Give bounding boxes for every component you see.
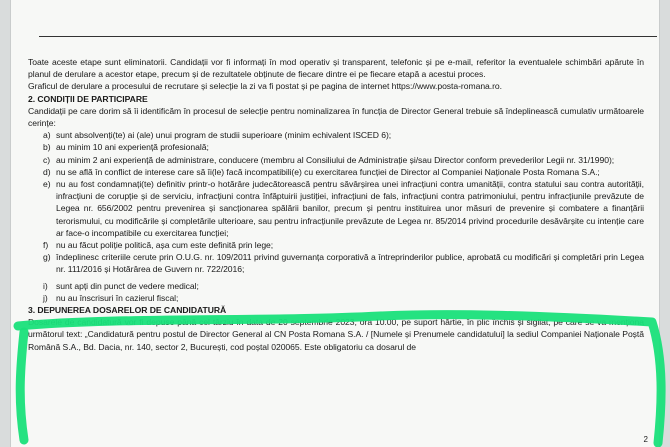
intro-schedule-paragraph: Graficul de derulare a procesului de recrutare și selecție la zi va fi postat și pe pagina de internet https://www.posta-romana.ro. — [28, 81, 502, 92]
criteria-item — [28, 280, 644, 292]
criteria-text: îndeplinesc criteriile cerute prin O.U.G. nr. 109/2011 privind guvernanța corporativă a întreprinderilor publice, aprobată cu modificări și completări prin Legea nr. 111/2016 și Hotărârea de Guvern nr. 722/2016; — [56, 252, 644, 275]
criteria-item — [28, 129, 644, 141]
criteria-text: nu au făcut poliție politică, așa cum este definită prin lege; — [56, 240, 274, 251]
criteria-label: e) — [43, 179, 51, 190]
document-body — [28, 56, 644, 353]
criteria-text: au minim 2 ani experiență de administrare, conducere (membru al Consiliului de Administrație și/sau Director conform prevederilor Legii nr. 31/1990); — [56, 154, 615, 165]
criteria-text: nu au înscrisuri în cazierul fiscal; — [56, 292, 179, 303]
section-3-title: 3. DEPUNEREA DOSARELOR DE CANDIDATURĂ — [28, 305, 227, 316]
header-rule — [39, 36, 657, 37]
criteria-text: nu au fost condamnați(te) definitiv printr-o hotărâre judecătorească pentru săvârșirea unei infracțiuni contra umanității, contra statului sau contra autorității, infracțiuni de corupție și de serviciu, infracțiuni contra înfăptuirii justiției, infracțiuni de fals, infracțiuni contra patrimoniului, pentru infracțiunile prevăzute de Legea nr. 656/2002 pentru prevenirea și sancționarea spălării banilor, precum și pentru instituirea unor măsuri de prevenire și combatere a finanțării terorismului, cu modificările și completările ulterioare, sau pentru infracțiunile prevăzute de Legea nr. 85/2014 privind procedurile desăvârșite cu intenție care ar face-o incompatibile cu exercitarea funcției; — [56, 179, 644, 238]
criteria-label: j) — [43, 292, 48, 303]
criteria-text: sunt apți din punct de vedere medical; — [56, 280, 199, 291]
criteria-label: f) — [43, 240, 49, 251]
section-2-title: 2. CONDIȚII DE PARTICIPARE — [28, 93, 148, 104]
criteria-label: d) — [43, 166, 51, 177]
page-number: 2 — [643, 435, 648, 444]
criteria-item — [28, 154, 644, 166]
criteria-label: i) — [43, 280, 48, 291]
section-3-paragraph: Dosarele de candidatură vor fi depuse până cel târziu în data de 20 septembrie 2023, ora 10.00, pe suport hârtie, în plic închis și sigilat, pe care se va menționa următorul text: „Candidatură pentru postul de Director General al CN Posta Romana S.A. / [Numele și Prenumele candidatului] la sediul Companiei Naționale Poștă Română S.A., Bd. Dacia, nr. 140, sector 2, București, cod poștal 020065. Este obligatoriu ca dosarul de — [28, 317, 644, 352]
criteria-text: nu se află în conflict de interese care să îi(le) facă incompatibili(e) cu exercitarea funcției de Director al Companiei Naționale Posta Romana S.A.; — [56, 166, 600, 177]
criteria-item — [28, 166, 644, 178]
criteria-label: b) — [43, 142, 51, 153]
intro-paragraph: Toate aceste etape sunt eliminatorii. Candidații vor fi informați în mod operativ și transparent, telefonic și pe e-mail, referitor la eventualele schimbări apărute în planul de derulare a acestor etape, precum și de rezultatele obținute de fiecare dintre ei pe fiecare etapă a acestui proces. — [28, 57, 644, 80]
criteria-item — [28, 292, 644, 304]
criteria-item — [28, 178, 644, 239]
section-2-intro: Candidații pe care dorim să îi identificăm în procesul de selecție pentru nominalizarea în funcția de Director General trebuie să îndeplinească cumulativ următoarele cerințe: — [28, 105, 644, 129]
criteria-text: au minim 10 ani experiență profesională; — [56, 142, 209, 153]
criteria-item — [28, 251, 644, 275]
criteria-item — [28, 239, 644, 251]
criteria-label: a) — [43, 130, 51, 141]
criteria-item — [28, 141, 644, 153]
criteria-text: sunt absolvenți(te) ai (ale) unui program de studii superioare (minim echivalent ISCED 6); — [56, 130, 392, 141]
criteria-label: c) — [43, 154, 51, 165]
criteria-list — [28, 129, 644, 304]
criteria-label: g) — [43, 252, 51, 263]
